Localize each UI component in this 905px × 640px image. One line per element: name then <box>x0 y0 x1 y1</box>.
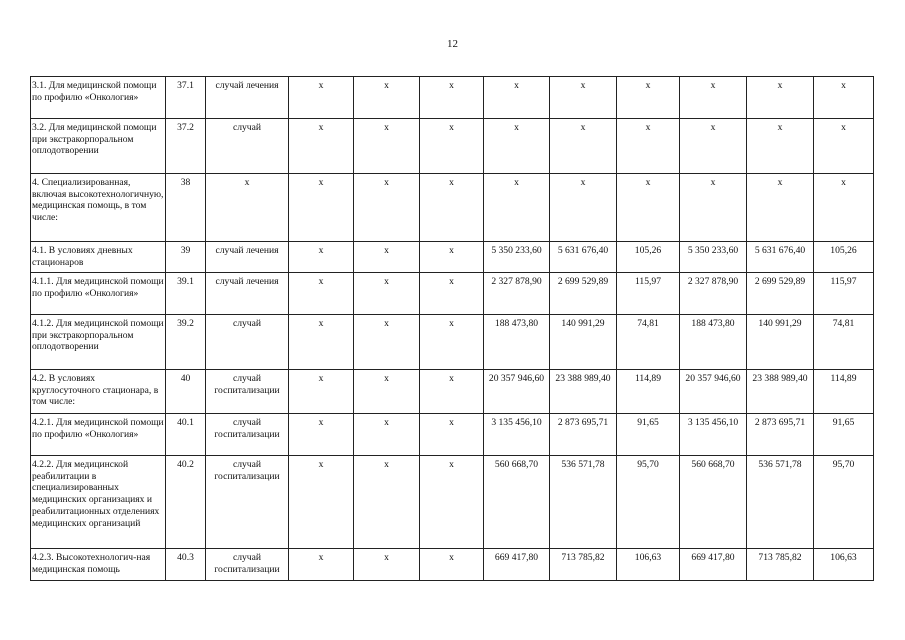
value-cell: х <box>354 77 420 119</box>
report-table <box>30 76 874 581</box>
table-row <box>31 414 874 456</box>
unit-cell: случай госпитализации <box>206 456 289 549</box>
row-name-cell: 4.2.1. Для медицинской помощи по профилю «Онкология» <box>31 414 166 456</box>
value-cell: 95,70 <box>617 456 680 549</box>
table-row <box>31 242 874 273</box>
value-cell: х <box>289 273 354 315</box>
value-cell: 91,65 <box>814 414 874 456</box>
line-number-cell: 39 <box>166 242 206 273</box>
value-cell: 114,89 <box>814 370 874 414</box>
table-body <box>31 77 874 581</box>
table-row <box>31 174 874 242</box>
value-cell: х <box>289 242 354 273</box>
value-cell: 188 473,80 <box>484 315 550 370</box>
value-cell: 713 785,82 <box>550 549 617 581</box>
value-cell: х <box>354 273 420 315</box>
value-cell: 5 631 676,40 <box>747 242 814 273</box>
value-cell: 560 668,70 <box>680 456 747 549</box>
value-cell: х <box>747 174 814 242</box>
value-cell: х <box>354 456 420 549</box>
value-cell: х <box>420 370 484 414</box>
value-cell: 536 571,78 <box>550 456 617 549</box>
value-cell: 105,26 <box>617 242 680 273</box>
table-row <box>31 119 874 174</box>
value-cell: 140 991,29 <box>550 315 617 370</box>
table-row <box>31 315 874 370</box>
value-cell: 5 631 676,40 <box>550 242 617 273</box>
value-cell: х <box>289 370 354 414</box>
value-cell: х <box>420 77 484 119</box>
value-cell: 95,70 <box>814 456 874 549</box>
value-cell: х <box>747 119 814 174</box>
value-cell: 2 327 878,90 <box>484 273 550 315</box>
value-cell: х <box>354 119 420 174</box>
value-cell: х <box>289 174 354 242</box>
value-cell: х <box>680 77 747 119</box>
value-cell: х <box>814 119 874 174</box>
value-cell: 105,26 <box>814 242 874 273</box>
value-cell: 3 135 456,10 <box>484 414 550 456</box>
value-cell: х <box>289 119 354 174</box>
table-row <box>31 456 874 549</box>
value-cell: х <box>484 174 550 242</box>
line-number-cell: 39.1 <box>166 273 206 315</box>
value-cell: 2 699 529,89 <box>550 273 617 315</box>
table-row <box>31 549 874 581</box>
value-cell: х <box>289 456 354 549</box>
value-cell: х <box>289 414 354 456</box>
value-cell: 91,65 <box>617 414 680 456</box>
line-number-cell: 40 <box>166 370 206 414</box>
value-cell: 713 785,82 <box>747 549 814 581</box>
unit-cell: случай госпитализации <box>206 414 289 456</box>
table-row <box>31 370 874 414</box>
value-cell: 140 991,29 <box>747 315 814 370</box>
value-cell: х <box>484 77 550 119</box>
value-cell: 106,63 <box>617 549 680 581</box>
value-cell: х <box>289 77 354 119</box>
value-cell: 560 668,70 <box>484 456 550 549</box>
value-cell: 2 327 878,90 <box>680 273 747 315</box>
value-cell: 5 350 233,60 <box>484 242 550 273</box>
unit-cell: случай лечения <box>206 242 289 273</box>
line-number-cell: 40.3 <box>166 549 206 581</box>
line-number-cell: 40.1 <box>166 414 206 456</box>
value-cell: х <box>814 77 874 119</box>
value-cell: 20 357 946,60 <box>680 370 747 414</box>
unit-cell: х <box>206 174 289 242</box>
row-name-cell: 4.2.3. Высокотехнологич-ная медицинская помощь <box>31 549 166 581</box>
value-cell: х <box>680 174 747 242</box>
value-cell: х <box>354 414 420 456</box>
value-cell: х <box>550 77 617 119</box>
unit-cell: случай госпитализации <box>206 549 289 581</box>
value-cell: х <box>747 77 814 119</box>
value-cell: х <box>420 119 484 174</box>
value-cell: х <box>354 315 420 370</box>
value-cell: 5 350 233,60 <box>680 242 747 273</box>
value-cell: х <box>484 119 550 174</box>
value-cell: 188 473,80 <box>680 315 747 370</box>
value-cell: 20 357 946,60 <box>484 370 550 414</box>
row-name-cell: 3.1. Для медицинской помощи по профилю «Онкология» <box>31 77 166 119</box>
value-cell: 74,81 <box>617 315 680 370</box>
unit-cell: случай лечения <box>206 273 289 315</box>
value-cell: х <box>420 549 484 581</box>
value-cell: х <box>814 174 874 242</box>
value-cell: 74,81 <box>814 315 874 370</box>
value-cell: х <box>420 315 484 370</box>
value-cell: х <box>354 174 420 242</box>
row-name-cell: 4.1. В условиях дневных стационаров <box>31 242 166 273</box>
value-cell: х <box>617 119 680 174</box>
value-cell: 115,97 <box>617 273 680 315</box>
value-cell: х <box>420 273 484 315</box>
line-number-cell: 37.2 <box>166 119 206 174</box>
value-cell: 23 388 989,40 <box>550 370 617 414</box>
page-number: 12 <box>447 38 458 50</box>
table-row <box>31 273 874 315</box>
line-number-cell: 37.1 <box>166 77 206 119</box>
value-cell: х <box>617 77 680 119</box>
unit-cell: случай лечения <box>206 77 289 119</box>
value-cell: 669 417,80 <box>484 549 550 581</box>
value-cell: 2 699 529,89 <box>747 273 814 315</box>
value-cell: 2 873 695,71 <box>550 414 617 456</box>
value-cell: 2 873 695,71 <box>747 414 814 456</box>
row-name-cell: 4. Специализированная, включая высокотехнологичную, медицинская помощь, в том числе: <box>31 174 166 242</box>
line-number-cell: 40.2 <box>166 456 206 549</box>
value-cell: 536 571,78 <box>747 456 814 549</box>
value-cell: х <box>680 119 747 174</box>
value-cell: х <box>289 549 354 581</box>
line-number-cell: 38 <box>166 174 206 242</box>
table-row <box>31 77 874 119</box>
row-name-cell: 4.2.2. Для медицинской реабилитации в специализированных медицинских организациях и реабилитационных отделениях медицинских организаций <box>31 456 166 549</box>
value-cell: х <box>550 174 617 242</box>
value-cell: 23 388 989,40 <box>747 370 814 414</box>
row-name-cell: 3.2. Для медицинской помощи при экстракорпоральном оплодотворении <box>31 119 166 174</box>
row-name-cell: 4.2. В условиях круглосуточного стационара, в том числе: <box>31 370 166 414</box>
value-cell: х <box>354 242 420 273</box>
value-cell: х <box>420 456 484 549</box>
value-cell: х <box>354 370 420 414</box>
line-number-cell: 39.2 <box>166 315 206 370</box>
value-cell: 115,97 <box>814 273 874 315</box>
value-cell: х <box>617 174 680 242</box>
unit-cell: случай <box>206 119 289 174</box>
value-cell: 3 135 456,10 <box>680 414 747 456</box>
unit-cell: случай госпитализации <box>206 370 289 414</box>
value-cell: 669 417,80 <box>680 549 747 581</box>
unit-cell: случай <box>206 315 289 370</box>
row-name-cell: 4.1.2. Для медицинской помощи при экстракорпоральном оплодотворении <box>31 315 166 370</box>
value-cell: 106,63 <box>814 549 874 581</box>
value-cell: х <box>354 549 420 581</box>
value-cell: х <box>420 242 484 273</box>
value-cell: 114,89 <box>617 370 680 414</box>
value-cell: х <box>420 174 484 242</box>
value-cell: х <box>550 119 617 174</box>
value-cell: х <box>420 414 484 456</box>
value-cell: х <box>289 315 354 370</box>
row-name-cell: 4.1.1. Для медицинской помощи по профилю «Онкология» <box>31 273 166 315</box>
